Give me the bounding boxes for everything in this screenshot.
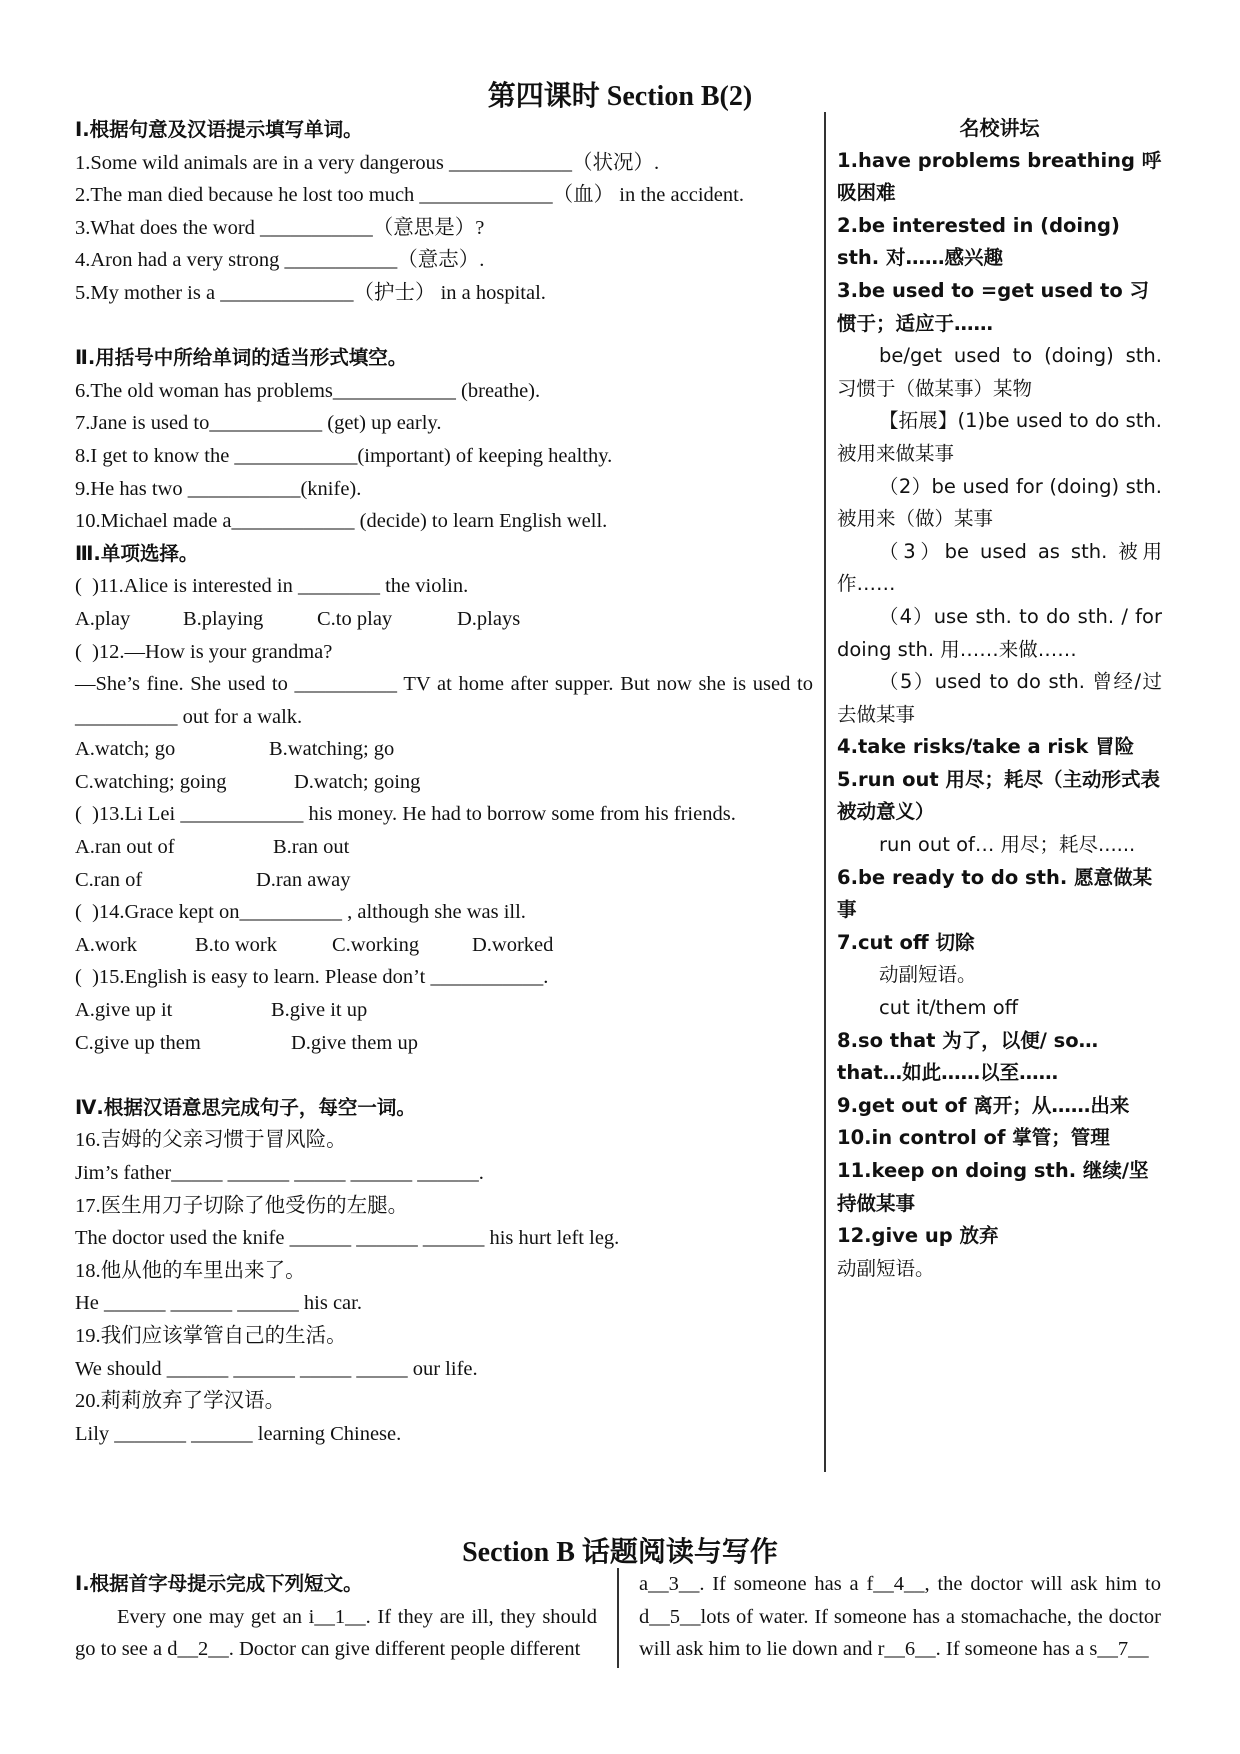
tip-item: 动副短语。 <box>879 963 977 987</box>
reading-right <box>639 1568 1167 1666</box>
option: B.ran out <box>273 836 350 859</box>
exercise-lines <box>75 114 813 603</box>
translation-line: He ______ ______ ______ his car. <box>75 1292 362 1315</box>
q13-options-row2 <box>75 864 813 897</box>
q12-options-row1 <box>75 733 813 766</box>
page-title: 第四课时 Section B(2) <box>487 81 753 112</box>
question-line: 7.Jane is used to___________ (get) up early. <box>75 412 442 435</box>
column-divider <box>824 112 826 1472</box>
exercise-column <box>75 114 819 1450</box>
tips-title: 名校讲坛 <box>959 116 1040 140</box>
option: C.to play <box>317 607 393 630</box>
question-line: 10.Michael made a____________ (decide) to learn English well. <box>75 510 608 533</box>
option: D.give them up <box>291 1031 418 1054</box>
tip-item: 3.be used to =get used to 习惯于；适应于…… <box>837 278 1150 335</box>
option: A.give up it <box>75 999 173 1022</box>
translation-line: We should ______ ______ _____ _____ our life. <box>75 1357 478 1380</box>
q15-options-row2 <box>75 1027 813 1060</box>
section-heading: Ⅰ.根据句意及汉语提示填写单词。 <box>75 118 363 141</box>
question-line: ( )11.Alice is interested in ________ the violin. <box>75 575 469 598</box>
spacer <box>75 310 813 343</box>
translation-line: Jim’s father_____ ______ _____ ______ ______. <box>75 1162 484 1184</box>
section-heading: Ⅲ.单项选择。 <box>75 541 199 565</box>
q15-options-row1 <box>75 994 813 1027</box>
question-15: ( )15.English is easy to learn. Please don’t ___________. <box>75 966 549 989</box>
tip-item: 11.keep on doing sth. 继续/坚持做某事 <box>837 1159 1149 1215</box>
reading-heading: Ⅰ.根据首字母提示完成下列短文。 <box>75 1572 363 1595</box>
option: B.watching; go <box>269 738 395 761</box>
question-line: 4.Aron had a very strong ___________（意志）. <box>75 249 485 272</box>
option: D.worked <box>472 933 554 956</box>
option: D.ran away <box>256 868 351 891</box>
option: C.ran of <box>75 868 143 891</box>
tip-item: be/get used to (doing) sth. 习惯于（做某事）某物 <box>837 344 1169 400</box>
q11-options <box>75 603 813 636</box>
translation-line: Lily _______ ______ learning Chinese. <box>75 1422 402 1445</box>
option: C.watching; going <box>75 770 227 793</box>
tip-item: 6.be ready to do sth. 愿意做某事 <box>837 865 1153 922</box>
tip-item: 7.cut off 切除 <box>837 930 975 954</box>
option: B.playing <box>183 607 264 630</box>
tip-item: 1.have problems breathing 呼吸困难 <box>837 148 1162 205</box>
q13-options-row1 <box>75 831 813 864</box>
option: C.working <box>332 933 420 956</box>
option: B.give it up <box>271 999 368 1022</box>
option: D.plays <box>457 607 521 630</box>
option: A.play <box>75 607 131 630</box>
translation-line: 17.医生用刀子切除了他受伤的左腿。 <box>75 1194 409 1217</box>
question-line: 9.He has two ___________(knife). <box>75 477 362 500</box>
tip-item: run out of… 用尽；耗尽...... <box>879 833 1136 857</box>
option: B.to work <box>195 933 277 956</box>
tip-item: 4.take risks/take a risk 冒险 <box>837 735 1135 759</box>
tip-item: 动副短语。 <box>837 1256 935 1280</box>
tip-item: （2）be used for (doing) sth. 被用来（做）某事 <box>837 474 1169 531</box>
tip-item: 2.be interested in (doing) sth. 对……感兴趣 <box>837 213 1127 270</box>
spacer <box>75 1059 813 1092</box>
tip-item: 10.in control of 掌管；管理 <box>837 1126 1110 1150</box>
tip-item: 12.give up 放弃 <box>837 1224 999 1248</box>
tips-column <box>837 112 1169 1285</box>
question-13: ( )13.Li Lei ____________ his money. He had to borrow some from his friends. <box>75 803 736 826</box>
question-14: ( )14.Grace kept on__________ , although she was ill. <box>75 901 526 924</box>
reading-text-right: a__3__. If someone has a f__4__, the doctor will ask him to d__5__lots of water. If someone has a stomachache, the doctor will ask him to lie down and r__6__. If someone has a s__7__ <box>639 1573 1167 1661</box>
option: C.give up them <box>75 1031 201 1054</box>
option: D.watch; going <box>294 770 421 793</box>
option: A.watch; go <box>75 738 176 761</box>
tip-item: 9.get out of 离开；从……出来 <box>837 1093 1130 1117</box>
section-4-heading: Ⅳ.根据汉语意思完成句子，每空一词。 <box>75 1095 416 1119</box>
translation-line: The doctor used the knife ______ ______ ______ his hurt left leg. <box>75 1227 620 1250</box>
q14-options <box>75 929 813 962</box>
tip-item: cut it/them off <box>879 996 1019 1020</box>
tip-item: （5）used to do sth. 曾经/过去做某事 <box>837 670 1162 726</box>
tips-list <box>837 145 1169 1286</box>
tip-item: （4）use sth. to do sth. / for doing sth. 用……来做…… <box>837 604 1169 661</box>
question-line: 8.I get to know the ____________(important) of keeping healthy. <box>75 444 613 467</box>
translation-line: 19.我们应该掌管自己的生活。 <box>75 1324 347 1347</box>
question-12: ( )12.—How is your grandma? <box>75 640 333 663</box>
section-4-lines <box>75 1124 813 1450</box>
q12-options-row2 <box>75 766 813 799</box>
section-b-title: Section B 话题阅读与写作 <box>462 1537 778 1568</box>
tip-item: 8.so that 为了，以便/ so…that…如此……以至…… <box>837 1028 1099 1085</box>
question-line: 6.The old woman has problems____________ (breathe). <box>75 379 541 402</box>
question-line: 2.The man died because he lost too much _____________（血） in the accident. <box>75 184 744 207</box>
question-line: 1.Some wild animals are in a very dangerous ____________（状况）. <box>75 151 660 174</box>
tip-item: 【拓展】(1)be used to do sth. 被用来做某事 <box>837 409 1169 465</box>
translation-line: 16.吉姆的父亲习惯于冒风险。 <box>75 1129 347 1152</box>
option: A.work <box>75 933 138 956</box>
option: A.ran out of <box>75 836 175 859</box>
reading-text-left: Every one may get an i__1__. If they are ill, they should go to see a d__2__. Doctor can give different people different <box>75 1605 603 1661</box>
question-line: 3.What does the word ___________（意思是）? <box>75 216 485 239</box>
section-heading: Ⅱ.用括号中所给单词的适当形式填空。 <box>75 346 408 370</box>
tip-item: 5.run out 用尽；耗尽（主动形式表被动意义） <box>837 767 1161 824</box>
translation-line: 20.莉莉放弃了学汉语。 <box>75 1390 286 1413</box>
question-12-dialogue: —She’s fine. She used to __________ TV at home after supper. But now she is used to __________ out for a walk. <box>75 673 819 728</box>
translation-line: 18.他从他的车里出来了。 <box>75 1259 306 1282</box>
question-line: 5.My mother is a _____________（护士） in a hospital. <box>75 281 546 304</box>
tip-item: （3）be used as sth. 被用作…… <box>837 539 1162 596</box>
reading-left <box>75 1568 603 1666</box>
column-divider-bottom <box>617 1568 619 1668</box>
